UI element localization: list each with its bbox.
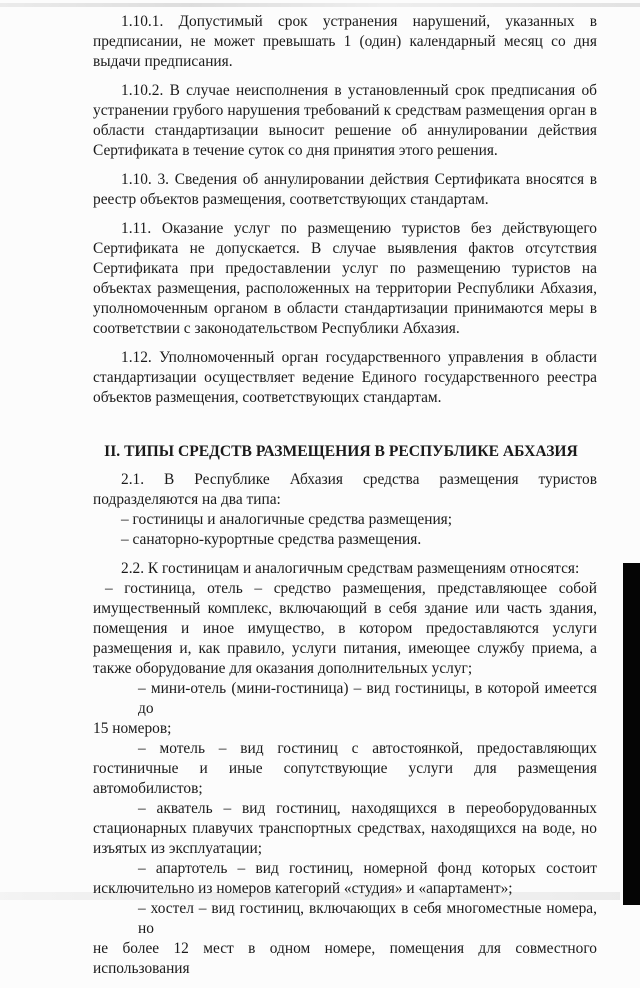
text-line: 1.10.2. В случае неисполнения в установленный срок предписания об	[121, 82, 597, 99]
text-line: 2.1. В Республике Абхазия средства размещения туристов	[121, 471, 597, 488]
text-line: – гостиница, отель – средство размещения, представляющее собой	[105, 580, 597, 597]
paragraph	[93, 348, 597, 408]
text-line: предписании, не может превышать 1 (один) календарный месяц со дня	[93, 33, 597, 50]
text-line: уполномоченным органом в области стандартизации принимаются меры в	[93, 300, 597, 317]
text-line: – гостиницы и аналогичные средства размещения;	[121, 511, 453, 528]
text-line: 15 номеров;	[93, 720, 172, 737]
scan-artifact-top	[0, 3, 640, 7]
text-line: 1.11. Оказание услуг по размещению туристов без действующего	[121, 220, 597, 237]
text-line: Сертификата в течение суток со дня принятия этого решения.	[93, 142, 498, 159]
text-line: Сертификата при предоставлении услуг по размещению туристов на	[93, 260, 597, 277]
scan-dark-edge	[623, 563, 640, 905]
text-line: соответствии с законодательством Республики Абхазия.	[93, 320, 460, 337]
text-line: – акватель – вид гостиниц, находящихся в переоборудованных	[138, 800, 597, 817]
text-line: исключительно из номеров категорий «студия» и «апартамент»;	[93, 880, 513, 897]
text-line: гостиничные и иные сопутствующие услуги для размещения	[93, 760, 597, 777]
text-line: подразделяются на два типа:	[93, 491, 281, 508]
text-line: размещения и, как правило, услуги питания, имеющее службу приема, а	[93, 640, 597, 657]
text-line: не более 12 мест в одном номере, помещения для совместного использования	[93, 940, 597, 977]
text-line: имущественный комплекс, включающий в себя здание или часть здания,	[93, 600, 597, 617]
text-line: – санаторно-курортные средства размещения.	[121, 531, 422, 548]
text-line: устранении грубого нарушения требований к средствам размещения орган в	[93, 102, 597, 119]
paragraph	[93, 470, 597, 550]
section-1-general-provisions	[93, 12, 597, 408]
section-2-accommodation-types	[93, 470, 597, 979]
text-line: объектах размещения, расположенных на территории Республики Абхазия,	[93, 280, 597, 297]
text-line: – мини-отель (мини-гостиница) – вид гостиницы, в которой имеется до	[138, 680, 597, 717]
section-2-heading: II. ТИПЫ СРЕДСТВ РАЗМЕЩЕНИЯ В РЕСПУБЛИКЕ АБХАЗИЯ	[104, 443, 578, 460]
text-line: – хостел – вид гостиниц, включающих в себя многоместные номера, но	[138, 900, 597, 937]
text-line: автомобилистов;	[93, 780, 203, 797]
text-line: – апартотель – вид гостиниц, номерной фонд которых состоит	[138, 860, 597, 877]
paragraph	[93, 12, 597, 72]
paragraph	[93, 170, 597, 210]
document-page	[93, 12, 597, 988]
text-line: 1.10.1. Допустимый срок устранения нарушений, указанных в	[121, 13, 597, 30]
text-line: области стандартизации выносит решение об аннулировании действия	[93, 122, 597, 139]
paragraph	[93, 219, 597, 339]
text-line: 2.2. К гостиницам и аналогичным средствам размещениям относятся:	[121, 560, 580, 577]
text-line: также оборудование для оказания дополнительных услуг;	[93, 660, 473, 677]
text-line: выдачи предписания.	[93, 53, 233, 70]
text-line: реестр объектов размещения, соответствующих стандартам.	[93, 191, 489, 208]
paragraph	[93, 81, 597, 161]
text-line: стационарных плавучих транспортных средствах, находящихся на воде, но	[93, 820, 597, 837]
text-line: помещения и иное имущество, в котором предоставляются услуги	[93, 620, 597, 637]
text-line: 1.12. Уполномоченный орган государственного управления в области	[121, 349, 597, 366]
text-line: изъятых из эксплуатации;	[93, 840, 262, 857]
paragraph	[93, 559, 597, 979]
text-line: – мотель – вид гостиниц с автостоянкой, предоставляющих	[138, 740, 597, 757]
text-line: Сертификата не допускается. В случае выявления фактов отсутствия	[93, 240, 597, 257]
text-line: объектов размещения, соответствующих стандартам.	[93, 389, 442, 406]
text-line: 1.10. 3. Сведения об аннулировании действия Сертификата вносятся в	[121, 171, 597, 188]
text-line: стандартизации осуществляет ведение Единого государственного реестра	[93, 369, 597, 386]
